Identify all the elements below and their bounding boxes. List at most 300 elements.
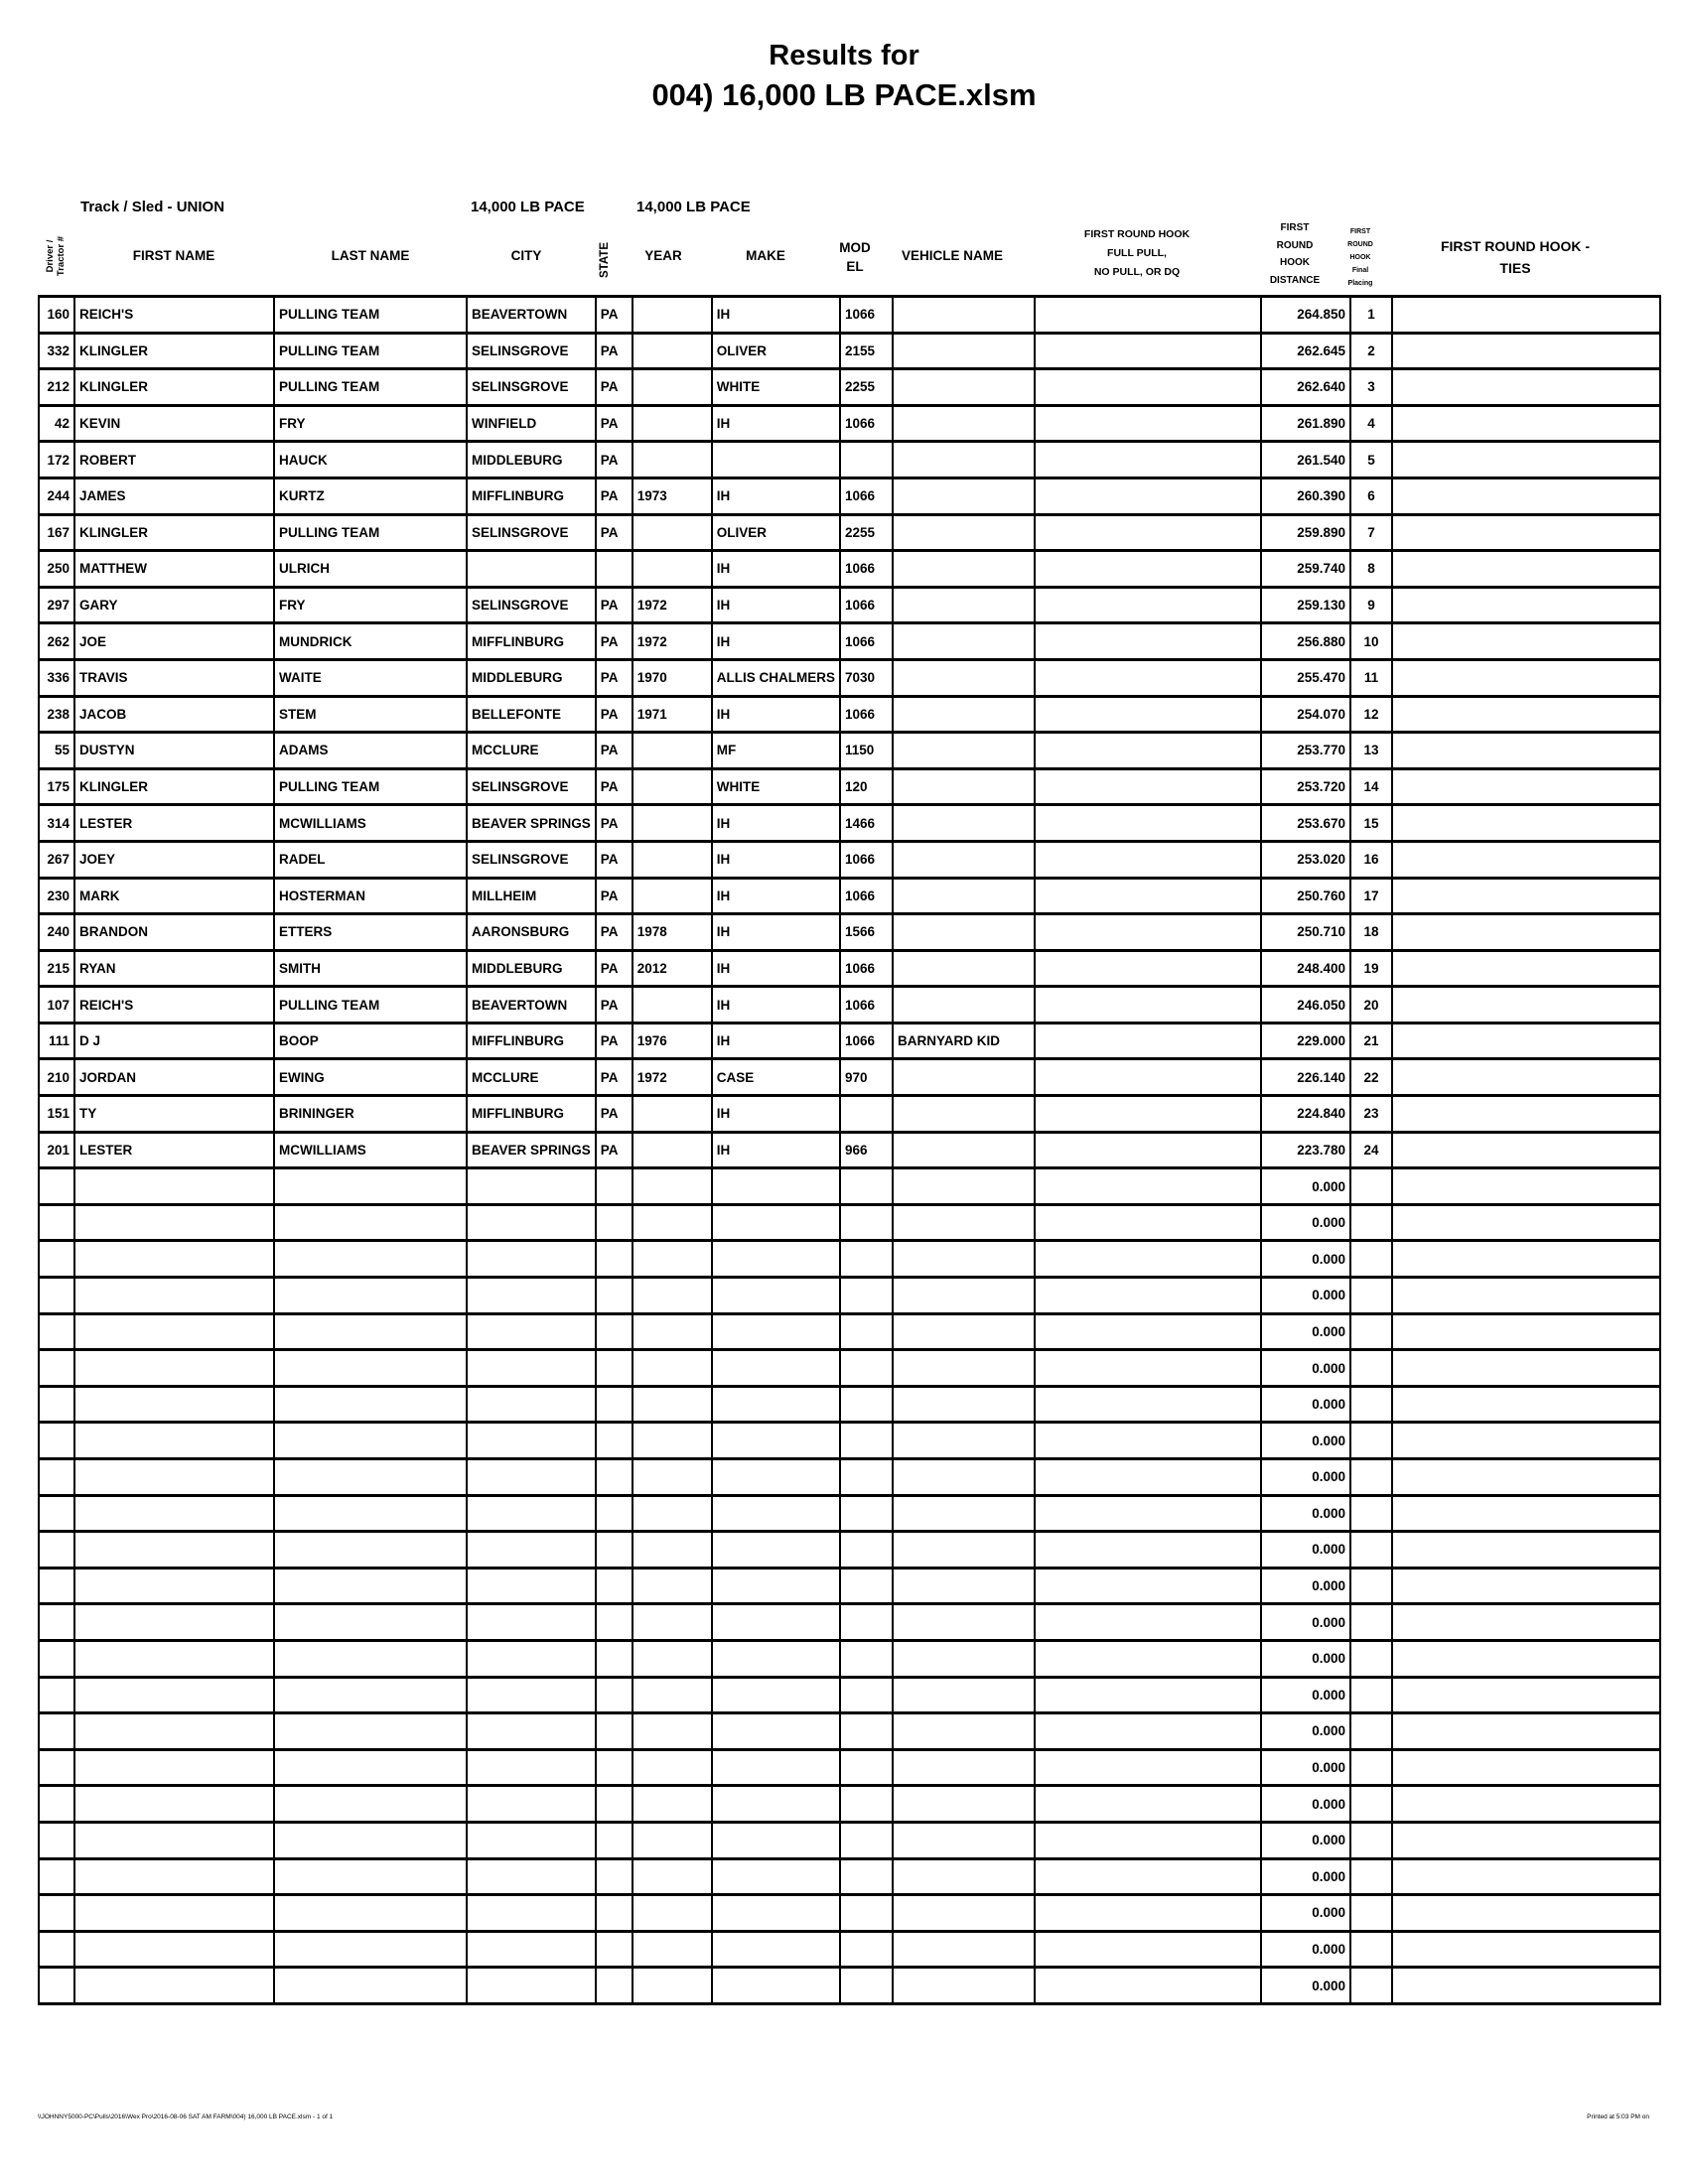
cell-make: [712, 1604, 840, 1641]
cell-last-name: BOOP: [274, 1023, 467, 1059]
cell-last-name: HOSTERMAN: [274, 878, 467, 914]
cell-city: [467, 1822, 596, 1858]
cell-placing: [1350, 1168, 1392, 1205]
cell-model: [840, 1858, 893, 1895]
cell-first-name: [74, 1278, 274, 1314]
column-header-placing-line5: Placing: [1347, 280, 1373, 287]
cell-driver-number: 55: [39, 733, 74, 769]
cell-distance: 0.000: [1261, 1568, 1350, 1604]
cell-distance: 0.000: [1261, 1278, 1350, 1314]
cell-distance: 0.000: [1261, 1495, 1350, 1532]
cell-state: PA: [596, 914, 633, 951]
cell-distance: 0.000: [1261, 1931, 1350, 1968]
empty-row: [39, 1822, 1660, 1858]
cell-driver-number: [39, 1386, 74, 1423]
cell-distance: 253.020: [1261, 841, 1350, 878]
column-header-ties-line2: TIES: [1499, 260, 1531, 276]
table-row: [39, 768, 1660, 805]
cell-state: [596, 1931, 633, 1968]
cell-placing: 7: [1350, 514, 1392, 551]
cell-ties: [1392, 1204, 1660, 1241]
cell-last-name: ETTERS: [274, 914, 467, 951]
cell-driver-number: [39, 1204, 74, 1241]
cell-last-name: [274, 1459, 467, 1496]
cell-distance: 229.000: [1261, 1023, 1350, 1059]
cell-vehicle-name: [893, 369, 1035, 406]
cell-state: PA: [596, 478, 633, 514]
cell-first-name: REICH'S: [74, 987, 274, 1024]
cell-ties: [1392, 297, 1660, 334]
cell-state: [596, 1313, 633, 1350]
empty-row: [39, 1495, 1660, 1532]
cell-full-pull: [1035, 1423, 1261, 1459]
table-row: [39, 950, 1660, 987]
cell-first-name: JOEY: [74, 841, 274, 878]
cell-ties: [1392, 1350, 1660, 1387]
cell-vehicle-name: [893, 1350, 1035, 1387]
cell-vehicle-name: [893, 1931, 1035, 1968]
cell-model: [840, 1713, 893, 1750]
cell-ties: [1392, 1313, 1660, 1350]
cell-placing: 21: [1350, 1023, 1392, 1059]
cell-make: [712, 1278, 840, 1314]
cell-vehicle-name: [893, 1386, 1035, 1423]
cell-full-pull: [1035, 1786, 1261, 1823]
cell-state: [596, 1640, 633, 1677]
cell-last-name: [274, 1278, 467, 1314]
cell-city: MIDDLEBURG: [467, 659, 596, 696]
cell-city: [467, 1495, 596, 1532]
cell-vehicle-name: [893, 696, 1035, 733]
cell-year: 1972: [633, 623, 712, 660]
cell-last-name: [274, 1386, 467, 1423]
cell-first-name: [74, 1204, 274, 1241]
cell-driver-number: 332: [39, 333, 74, 369]
cell-state: PA: [596, 333, 633, 369]
cell-model: [840, 1749, 893, 1786]
cell-placing: 8: [1350, 551, 1392, 588]
table-row: [39, 514, 1660, 551]
column-header-model-line2: EL: [846, 259, 864, 274]
cell-year: [633, 878, 712, 914]
empty-row: [39, 1168, 1660, 1205]
cell-model: 1066: [840, 841, 893, 878]
cell-make: OLIVER: [712, 333, 840, 369]
table-row: [39, 733, 1660, 769]
cell-distance: 223.780: [1261, 1132, 1350, 1168]
cell-model: 966: [840, 1132, 893, 1168]
cell-make: [712, 1168, 840, 1205]
cell-vehicle-name: [893, 1749, 1035, 1786]
cell-state: [596, 1822, 633, 1858]
cell-city: [467, 1677, 596, 1713]
cell-city: MIFFLINBURG: [467, 1023, 596, 1059]
empty-row: [39, 1568, 1660, 1604]
cell-year: 1970: [633, 659, 712, 696]
cell-distance: 253.720: [1261, 768, 1350, 805]
cell-make: [712, 1350, 840, 1387]
cell-vehicle-name: [893, 623, 1035, 660]
cell-model: 1066: [840, 623, 893, 660]
cell-last-name: SMITH: [274, 950, 467, 987]
cell-state: PA: [596, 1096, 633, 1133]
cell-year: [633, 1423, 712, 1459]
table-row: [39, 987, 1660, 1024]
cell-distance: 264.850: [1261, 297, 1350, 334]
cell-placing: 24: [1350, 1132, 1392, 1168]
cell-first-name: [74, 1241, 274, 1278]
column-header-city: CITY: [510, 248, 542, 263]
cell-placing: [1350, 1313, 1392, 1350]
cell-make: MF: [712, 733, 840, 769]
cell-state: PA: [596, 1132, 633, 1168]
cell-city: [467, 1423, 596, 1459]
cell-driver-number: [39, 1931, 74, 1968]
cell-first-name: [74, 1386, 274, 1423]
cell-city: [467, 1786, 596, 1823]
table-row: [39, 1132, 1660, 1168]
cell-city: [467, 1895, 596, 1932]
cell-vehicle-name: [893, 841, 1035, 878]
table-row: [39, 696, 1660, 733]
cell-first-name: [74, 1968, 274, 2004]
cell-model: [840, 442, 893, 478]
cell-make: [712, 1423, 840, 1459]
cell-last-name: [274, 1677, 467, 1713]
cell-placing: 5: [1350, 442, 1392, 478]
cell-last-name: [274, 1532, 467, 1569]
cell-make: IH: [712, 297, 840, 334]
cell-state: [596, 1386, 633, 1423]
cell-ties: [1392, 841, 1660, 878]
cell-distance: 0.000: [1261, 1313, 1350, 1350]
column-header-placing-line3: HOOK: [1349, 254, 1371, 261]
cell-make: [712, 1895, 840, 1932]
cell-model: [840, 1096, 893, 1133]
cell-state: [596, 1168, 633, 1205]
cell-placing: [1350, 1241, 1392, 1278]
cell-vehicle-name: [893, 551, 1035, 588]
cell-model: 1066: [840, 1023, 893, 1059]
cell-first-name: [74, 1568, 274, 1604]
cell-driver-number: [39, 1278, 74, 1314]
empty-row: [39, 1386, 1660, 1423]
cell-full-pull: [1035, 914, 1261, 951]
cell-make: [712, 442, 840, 478]
cell-placing: [1350, 1749, 1392, 1786]
cell-model: [840, 1568, 893, 1604]
track-sled-label: Track / Sled - UNION: [80, 199, 225, 215]
cell-state: PA: [596, 514, 633, 551]
cell-make: IH: [712, 950, 840, 987]
cell-full-pull: [1035, 696, 1261, 733]
cell-last-name: [274, 1895, 467, 1932]
cell-vehicle-name: [893, 1096, 1035, 1133]
column-header-driver-line1: Driver /: [45, 239, 56, 273]
cell-year: [633, 514, 712, 551]
cell-distance: 250.760: [1261, 878, 1350, 914]
cell-full-pull: [1035, 950, 1261, 987]
table-row: [39, 551, 1660, 588]
cell-last-name: MCWILLIAMS: [274, 805, 467, 842]
cell-year: 1973: [633, 478, 712, 514]
cell-last-name: [274, 1350, 467, 1387]
cell-model: 1066: [840, 878, 893, 914]
cell-placing: [1350, 1604, 1392, 1641]
cell-make: IH: [712, 623, 840, 660]
cell-first-name: MARK: [74, 878, 274, 914]
cell-last-name: [274, 1568, 467, 1604]
cell-last-name: PULLING TEAM: [274, 297, 467, 334]
cell-vehicle-name: [893, 950, 1035, 987]
cell-vehicle-name: [893, 768, 1035, 805]
cell-last-name: [274, 1423, 467, 1459]
cell-ties: [1392, 623, 1660, 660]
cell-full-pull: [1035, 551, 1261, 588]
cell-year: [633, 805, 712, 842]
cell-first-name: LESTER: [74, 1132, 274, 1168]
cell-ties: [1392, 551, 1660, 588]
cell-year: [633, 1931, 712, 1968]
cell-ties: [1392, 1968, 1660, 2004]
cell-driver-number: [39, 1713, 74, 1750]
cell-distance: 0.000: [1261, 1604, 1350, 1641]
cell-model: [840, 1604, 893, 1641]
cell-state: PA: [596, 297, 633, 334]
cell-year: [633, 369, 712, 406]
cell-vehicle-name: [893, 987, 1035, 1024]
cell-state: PA: [596, 768, 633, 805]
cell-model: 120: [840, 768, 893, 805]
cell-ties: [1392, 1604, 1660, 1641]
cell-full-pull: [1035, 659, 1261, 696]
cell-state: [596, 1713, 633, 1750]
cell-state: [596, 1532, 633, 1569]
cell-vehicle-name: [893, 1677, 1035, 1713]
cell-state: [596, 551, 633, 588]
cell-model: 1466: [840, 805, 893, 842]
cell-ties: [1392, 1931, 1660, 1968]
cell-placing: [1350, 1931, 1392, 1968]
cell-model: 1066: [840, 405, 893, 442]
cell-year: [633, 1895, 712, 1932]
cell-first-name: MATTHEW: [74, 551, 274, 588]
cell-city: [467, 1968, 596, 2004]
cell-year: [633, 1568, 712, 1604]
cell-last-name: MCWILLIAMS: [274, 1132, 467, 1168]
cell-placing: [1350, 1895, 1392, 1932]
cell-last-name: MUNDRICK: [274, 623, 467, 660]
class-label-left: 14,000 LB PACE: [471, 199, 585, 215]
cell-last-name: [274, 1604, 467, 1641]
cell-distance: 246.050: [1261, 987, 1350, 1024]
cell-ties: [1392, 1677, 1660, 1713]
cell-state: [596, 1604, 633, 1641]
cell-distance: 250.710: [1261, 914, 1350, 951]
column-header-model-line1: MOD: [839, 240, 871, 255]
cell-ties: [1392, 478, 1660, 514]
cell-first-name: [74, 1495, 274, 1532]
cell-full-pull: [1035, 1822, 1261, 1858]
cell-last-name: EWING: [274, 1059, 467, 1096]
cell-last-name: PULLING TEAM: [274, 369, 467, 406]
cell-placing: [1350, 1532, 1392, 1569]
cell-distance: 259.890: [1261, 514, 1350, 551]
cell-city: [467, 1931, 596, 1968]
cell-make: IH: [712, 478, 840, 514]
cell-vehicle-name: [893, 805, 1035, 842]
cell-make: IH: [712, 587, 840, 623]
cell-model: [840, 1822, 893, 1858]
cell-last-name: STEM: [274, 696, 467, 733]
cell-vehicle-name: [893, 1313, 1035, 1350]
table-row: [39, 297, 1660, 334]
cell-state: PA: [596, 587, 633, 623]
cell-ties: [1392, 950, 1660, 987]
cell-state: [596, 1749, 633, 1786]
cell-ties: [1392, 1241, 1660, 1278]
cell-state: [596, 1895, 633, 1932]
cell-full-pull: [1035, 405, 1261, 442]
cell-driver-number: [39, 1350, 74, 1387]
cell-first-name: [74, 1713, 274, 1750]
cell-driver-number: 336: [39, 659, 74, 696]
cell-distance: 261.540: [1261, 442, 1350, 478]
cell-first-name: [74, 1749, 274, 1786]
cell-last-name: [274, 1822, 467, 1858]
column-header-driver-tractor-number: [45, 236, 67, 276]
cell-last-name: HAUCK: [274, 442, 467, 478]
cell-make: WHITE: [712, 768, 840, 805]
cell-make: [712, 1858, 840, 1895]
column-header-driver-line2: Tractor #: [56, 235, 67, 277]
cell-state: [596, 1495, 633, 1532]
cell-vehicle-name: [893, 1640, 1035, 1677]
cell-full-pull: [1035, 1677, 1261, 1713]
cell-placing: 4: [1350, 405, 1392, 442]
empty-row: [39, 1204, 1660, 1241]
cell-last-name: ULRICH: [274, 551, 467, 588]
cell-city: BEAVER SPRINGS: [467, 805, 596, 842]
column-header-make: MAKE: [746, 248, 785, 263]
cell-first-name: [74, 1858, 274, 1895]
cell-make: [712, 1822, 840, 1858]
cell-make: [712, 1313, 840, 1350]
cell-distance: 0.000: [1261, 1968, 1350, 2004]
cell-driver-number: 111: [39, 1023, 74, 1059]
cell-placing: [1350, 1640, 1392, 1677]
cell-first-name: TY: [74, 1096, 274, 1133]
cell-first-name: [74, 1423, 274, 1459]
cell-distance: 0.000: [1261, 1168, 1350, 1205]
cell-city: [467, 1713, 596, 1750]
cell-year: [633, 297, 712, 334]
cell-last-name: BRININGER: [274, 1096, 467, 1133]
cell-ties: [1392, 1096, 1660, 1133]
cell-full-pull: [1035, 841, 1261, 878]
cell-placing: 14: [1350, 768, 1392, 805]
cell-make: IH: [712, 551, 840, 588]
cell-placing: 23: [1350, 1096, 1392, 1133]
cell-model: [840, 1386, 893, 1423]
cell-year: 1972: [633, 587, 712, 623]
cell-full-pull: [1035, 805, 1261, 842]
cell-ties: [1392, 1822, 1660, 1858]
cell-make: IH: [712, 1132, 840, 1168]
cell-year: 2012: [633, 950, 712, 987]
column-header-final-placing: [1347, 225, 1373, 290]
cell-city: MCCLURE: [467, 1059, 596, 1096]
cell-first-name: [74, 1822, 274, 1858]
column-header-vehicle-name: VEHICLE NAME: [901, 248, 1004, 263]
cell-city: AARONSBURG: [467, 914, 596, 951]
cell-state: [596, 1459, 633, 1496]
cell-model: [840, 1532, 893, 1569]
cell-make: ALLIS CHALMERS: [712, 659, 840, 696]
column-header-first-name: FIRST NAME: [132, 248, 215, 263]
cell-ties: [1392, 1858, 1660, 1895]
cell-driver-number: 172: [39, 442, 74, 478]
cell-vehicle-name: [893, 1822, 1035, 1858]
column-header-placing-line2: ROUND: [1347, 241, 1373, 248]
cell-driver-number: [39, 1749, 74, 1786]
cell-placing: [1350, 1495, 1392, 1532]
cell-year: [633, 405, 712, 442]
cell-distance: 259.130: [1261, 587, 1350, 623]
cell-distance: 0.000: [1261, 1532, 1350, 1569]
cell-last-name: [274, 1786, 467, 1823]
cell-city: [467, 1313, 596, 1350]
cell-full-pull: [1035, 1459, 1261, 1496]
column-header-ties-line1: FIRST ROUND HOOK -: [1440, 238, 1591, 254]
empty-row: [39, 1968, 1660, 2004]
cell-placing: [1350, 1786, 1392, 1823]
cell-state: PA: [596, 950, 633, 987]
cell-driver-number: [39, 1895, 74, 1932]
cell-full-pull: [1035, 623, 1261, 660]
cell-year: [633, 551, 712, 588]
cell-model: 2255: [840, 514, 893, 551]
table-row: [39, 1059, 1660, 1096]
cell-city: MILLHEIM: [467, 878, 596, 914]
cell-model: 1066: [840, 587, 893, 623]
cell-ties: [1392, 1278, 1660, 1314]
cell-driver-number: [39, 1640, 74, 1677]
cell-model: [840, 1241, 893, 1278]
cell-make: IH: [712, 1096, 840, 1133]
cell-ties: [1392, 659, 1660, 696]
cell-year: 1976: [633, 1023, 712, 1059]
cell-first-name: [74, 1895, 274, 1932]
cell-last-name: [274, 1968, 467, 2004]
cell-ties: [1392, 878, 1660, 914]
cell-driver-number: 212: [39, 369, 74, 406]
cell-distance: 0.000: [1261, 1858, 1350, 1895]
cell-placing: 12: [1350, 696, 1392, 733]
cell-last-name: [274, 1713, 467, 1750]
cell-distance: 261.890: [1261, 405, 1350, 442]
cell-full-pull: [1035, 733, 1261, 769]
column-header-ties: [1441, 235, 1590, 279]
cell-vehicle-name: [893, 1459, 1035, 1496]
cell-year: [633, 1858, 712, 1895]
cell-driver-number: 244: [39, 478, 74, 514]
cell-vehicle-name: BARNYARD KID: [893, 1023, 1035, 1059]
column-header-last-name: LAST NAME: [331, 248, 410, 263]
cell-full-pull: [1035, 333, 1261, 369]
cell-state: PA: [596, 987, 633, 1024]
cell-full-pull: [1035, 1604, 1261, 1641]
